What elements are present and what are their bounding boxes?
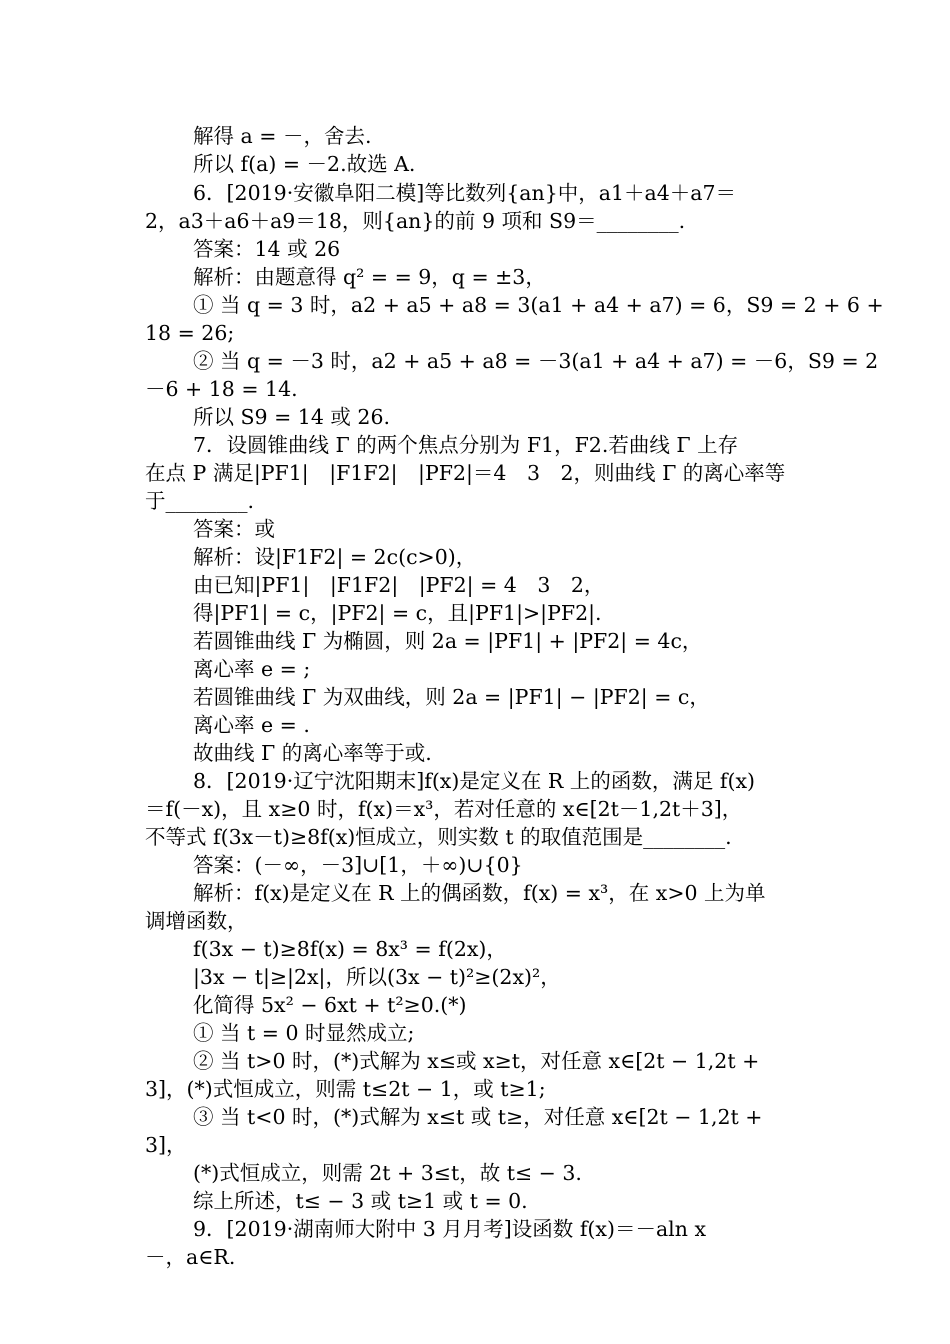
text-line: 所以 S9 = 14 或 26. (193, 405, 391, 429)
text-line: 在点 P 满足|PF1| |F1F2| |PF2|＝4 3 2，则曲线 Γ 的离心率等 (145, 461, 786, 485)
answer-line: 答案：14 或 26 (193, 237, 341, 261)
text-line: 若圆锥曲线 Γ 为双曲线，则 2a = |PF1| − |PF2| = c， (193, 685, 710, 709)
text-line: －，a∈R. (145, 1245, 236, 1269)
text-line: (*)式恒成立，则需 2t + 3≤t，故 t≤ − 3. (193, 1161, 582, 1185)
text-line: 调增函数， (145, 909, 248, 933)
text-line: 于________. (145, 489, 255, 513)
text-line: 离心率 e = ; (193, 657, 311, 681)
text-line: 所以 f(a) = －2.故选 A. (193, 152, 416, 176)
analysis-line: 解析：由题意得 q² = = 9，q = ±3， (193, 265, 546, 289)
analysis-line: 解析：f(x)是定义在 R 上的偶函数，f(x) = x³，在 x>0 上为单 (193, 881, 766, 905)
text-line: 3]， (145, 1133, 187, 1157)
text-line: －6 + 18 = 14. (145, 377, 298, 401)
text-line: 故曲线 Γ 的离心率等于或. (193, 741, 432, 765)
text-line: |3x − t|≥|2x|，所以(3x − t)²≥(2x)²， (193, 965, 561, 989)
text-line: ② 当 q = －3 时，a2 + a5 + a8 = －3(a1 + a4 + a7) = －6，S9 = 2 (193, 349, 879, 373)
text-line: ① 当 q = 3 时，a2 + a5 + a8 = 3(a1 + a4 + a7) = 6，S9 = 2 + 6 + (193, 293, 884, 317)
answer-line: 答案：(－∞，－3]∪[1，＋∞)∪{0} (193, 853, 523, 877)
text-line: ③ 当 t<0 时，(*)式解为 x≤t 或 t≥，对任意 x∈[2t − 1,2t + (193, 1105, 763, 1129)
text-line: 综上所述，t≤ − 3 或 t≥1 或 t = 0. (193, 1189, 528, 1213)
text-line: 3]，(*)式恒成立，则需 t≤2t − 1，或 t≥1; (145, 1077, 546, 1101)
text-line: 化简得 5x² − 6xt + t²≥0.(*) (193, 993, 467, 1017)
text-line: 不等式 f(3x－t)≥8f(x)恒成立，则实数 t 的取值范围是________. (145, 825, 732, 849)
text-line: ＝f(－x)，且 x≥0 时，f(x)＝x³，若对任意的 x∈[2t－1,2t＋3]， (145, 797, 743, 821)
answer-line: 答案：或 (193, 517, 275, 541)
text-line: ① 当 t = 0 时显然成立; (193, 1021, 415, 1045)
text-line: 由已知|PF1| |F1F2| |PF2| = 4 3 2， (193, 573, 605, 597)
text-line: 2，a3＋a6＋a9＝18，则{an}的前 9 项和 S9＝________. (145, 209, 686, 233)
text-line: 18 = 26; (145, 321, 235, 345)
problem-6-heading: 6．[2019·安徽阜阳二模]等比数列{an}中，a1＋a4＋a7＝ (193, 181, 737, 205)
text-line: 得|PF1| = c，|PF2| = c，且|PF1|>|PF2|. (193, 601, 602, 625)
text-line: f(3x − t)≥8f(x) = 8x³ = f(2x)， (193, 937, 507, 961)
text-line: 离心率 e = . (193, 713, 310, 737)
problem-9-heading: 9．[2019·湖南师大附中 3 月月考]设函数 f(x)＝－aln x (193, 1217, 707, 1241)
problem-8-heading: 8．[2019·辽宁沈阳期末]f(x)是定义在 R 上的函数，满足 f(x) (193, 769, 755, 793)
text-line: 解得 a = －，舍去. (193, 124, 372, 148)
text-line: ② 当 t>0 时，(*)式解为 x≤或 x≥t，对任意 x∈[2t − 1,2t + (193, 1049, 760, 1073)
problem-7-heading: 7．设圆锥曲线 Γ 的两个焦点分别为 F1，F2.若曲线 Γ 上存 (193, 433, 739, 457)
analysis-line: 解析：设|F1F2| = 2c(c>0)， (193, 545, 477, 569)
text-line: 若圆锥曲线 Γ 为椭圆，则 2a = |PF1| + |PF2| = 4c， (193, 629, 703, 653)
